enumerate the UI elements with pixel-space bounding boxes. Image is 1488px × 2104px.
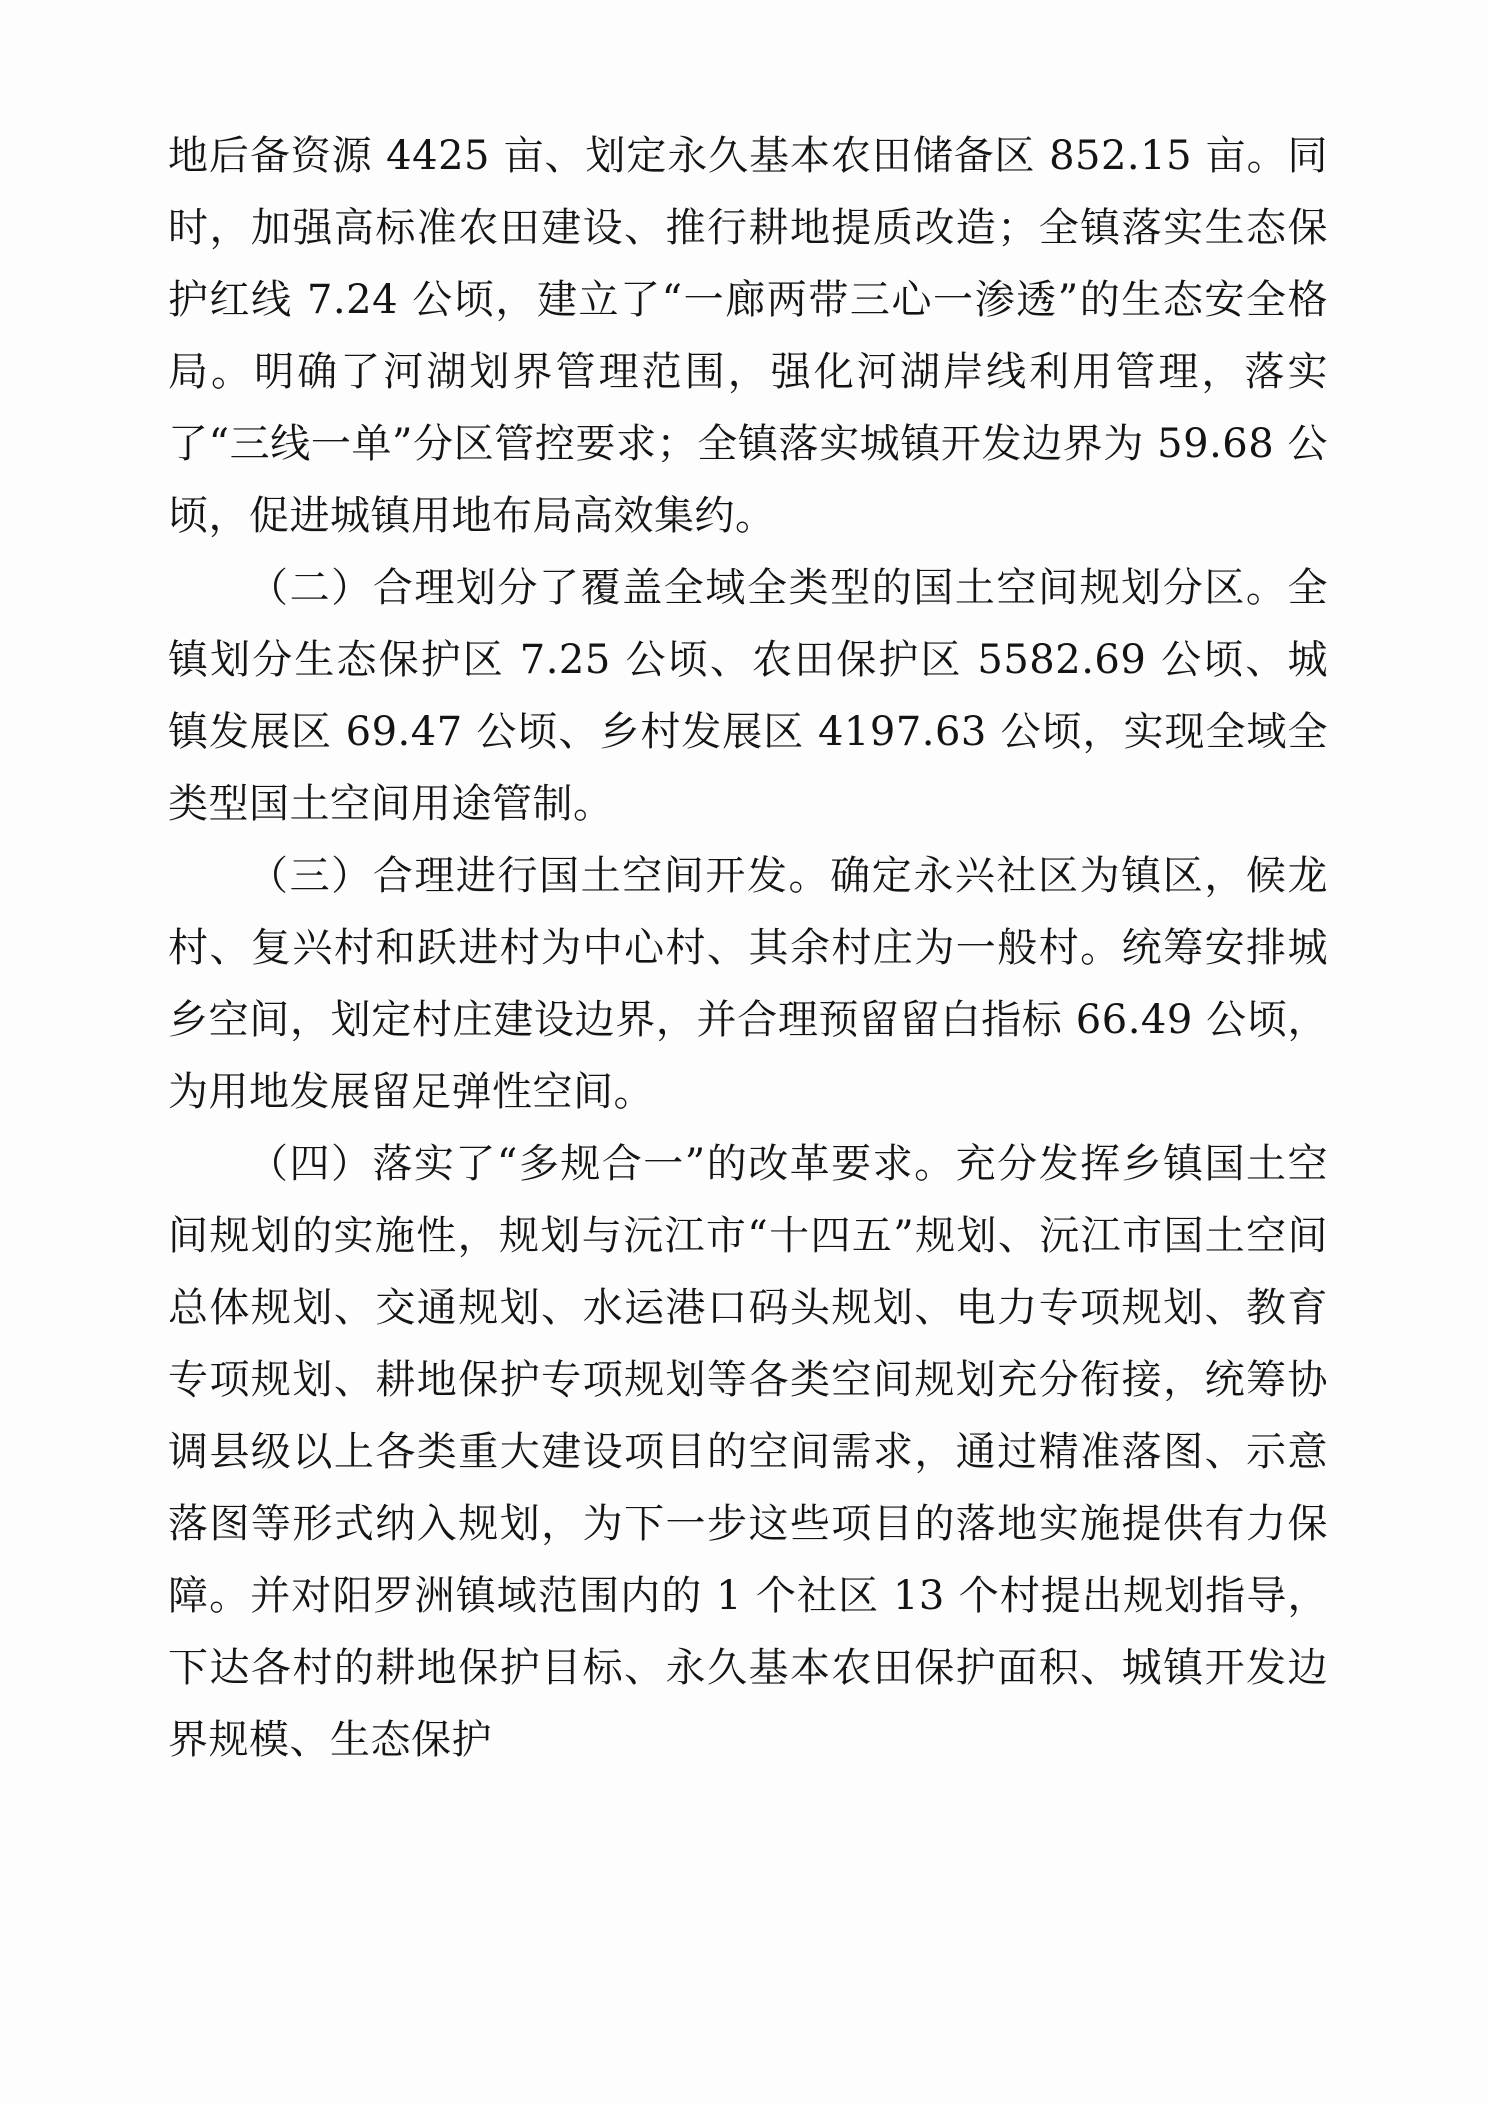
page-text-body	[168, 120, 1328, 1776]
paragraph-section-four: （四）落实了“多规合一”的改革要求。充分发挥乡镇国土空间规划的实施性，规划与沅江市“十四五”规划、沅江市国土空间总体规划、交通规划、水运港口码头规划、电力专项规划、教育专项规划、耕地保护专项规划等各类空间规划充分衔接，统筹协调县级以上各类重大建设项目的空间需求，通过精准落图、示意落图等形式纳入规划，为下一步这些项目的落地实施提供有力保障。并对阳罗洲镇域范围内的 1 个社区 13 个村提出规划指导，下达各村的耕地保护目标、永久基本农田保护面积、城镇开发边界规模、生态保护	[168, 1141, 1328, 1763]
paragraph-continued: 地后备资源 4425 亩、划定永久基本农田储备区 852.15 亩。同时，加强高标准农田建设、推行耕地提质改造；全镇落实生态保护红线 7.24 公顷，建立了“一廊两带三心一渗透”的生态安全格局。明确了河湖划界管理范围，强化河湖岸线利用管理，落实了“三线一单”分区管控要求；全镇落实城镇开发边界为 59.68 公顷，促进城镇用地布局高效集约。	[168, 133, 1328, 539]
paragraph-section-three: （三）合理进行国土空间开发。确定永兴社区为镇区，候龙村、复兴村和跃进村为中心村、其余村庄为一般村。统筹安排城乡空间，划定村庄建设边界，并合理预留留白指标 66.49 公顷，为用地发展留足弹性空间。	[168, 853, 1328, 1115]
paragraph-section-two: （二）合理划分了覆盖全域全类型的国土空间规划分区。全镇划分生态保护区 7.25 公顷、农田保护区 5582.69 公顷、城镇发展区 69.47 公顷、乡村发展区 4197.63 公顷，实现全域全类型国土空间用途管制。	[168, 565, 1328, 827]
